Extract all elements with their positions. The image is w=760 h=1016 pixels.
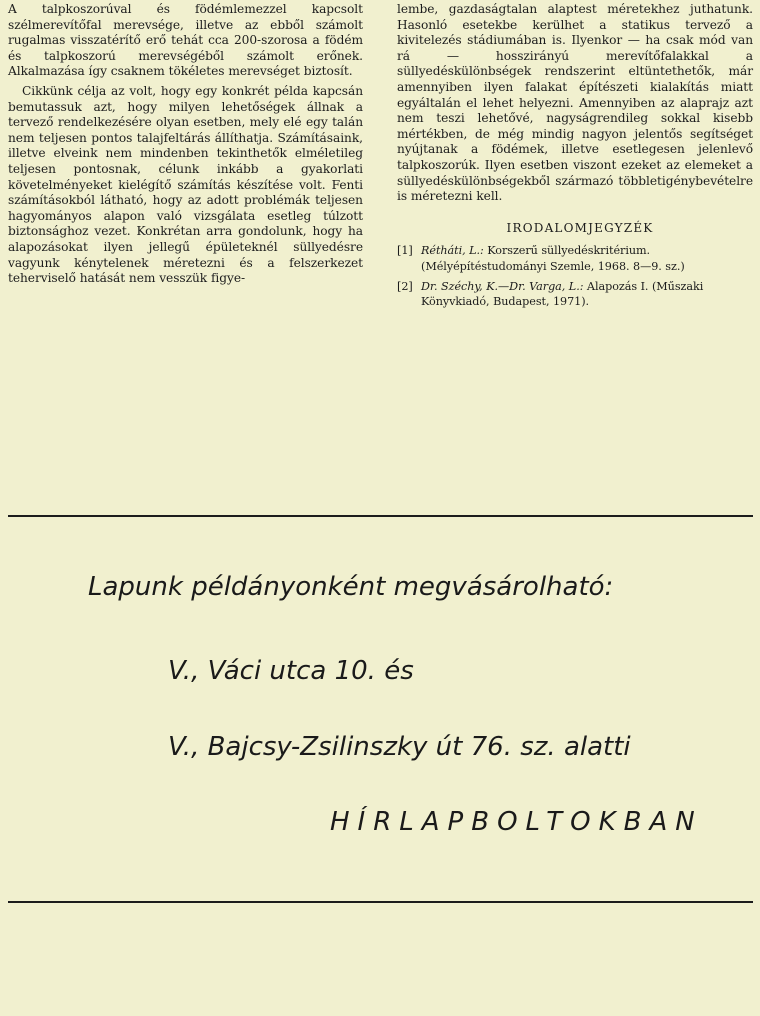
ad-shop-name: HÍRLAPBOLTOKBAN bbox=[330, 807, 703, 837]
reference-author: Réthát‌i, L.: bbox=[421, 244, 484, 258]
reference-number: [1] bbox=[397, 244, 413, 258]
divider-top bbox=[8, 515, 753, 517]
reference-text: Korszerű süllyedéskritérium. (Mélyépítéstudományi Szemle, 1968. 8—9. sz.) bbox=[421, 244, 685, 273]
body-paragraph: lembe, gazdaságtalan alaptest méretekhez juthatunk. Hasonló esetekbe kerülhet a statikus tervező a kivitelezés stádiumában is. Ilyenkor — ha csak mód van rá — hosszirányú merevítőfalakkal a süllyedéskülönbségek rendszerint eltüntethetők, már amennyiben ilyen falakat építészeti kialakítás miatt egyáltalán el lehet helyezni. Amennyiben az alaprajz azt nem teszi lehetővé, nagyságrendileg sokkal kisebb mértékben, de még mindig nagyon jelentős segítséget nyújtanak a födémek, illetve esetlegesen jelenlevő talpkoszorúk. Ilyen esetben viszont ezeket az elemeket a süllyedéskülönbségekből származó többletigénybevételre is méretezni kell. bbox=[397, 2, 753, 204]
reference-item bbox=[397, 279, 753, 309]
ad-address-2: V., Bajcsy-Zsilinszky út 76. sz. alatti bbox=[168, 732, 631, 762]
ad-address-1: V., Váci utca 10. és bbox=[168, 656, 414, 686]
reference-item bbox=[397, 243, 753, 273]
right-column bbox=[397, 2, 753, 314]
left-column bbox=[8, 2, 363, 287]
references-title: IRODALOMJEGYZÉK bbox=[506, 220, 654, 235]
body-paragraph: Cikkünk célja az volt, hogy egy konkrét példa kapcsán bemutassuk azt, hogy milyen lehetőségek állnak a tervező rendelkezésére olyan esetben, mely elé egy talán nem teljesen pontos talajfeltárás állíthatja. Számításaink, illetve elveink nem mindenben tekinthetők elméletileg teljesen pontosnak, célunk inkább a gyakorlati követelményeket kielégítő számítás készítése volt. Fenti számításokból látható, hogy az adott problémák teljesen hagyományos alapon való vizsgálata esetleg túlzott biztonsághoz vezet. Konkrétan arra gondolunk, hogy ha alapozásokat ilyen jellegű épületeknél süllyedésre vagyunk kénytelenek méretezni és a felszerkezet teherviselő hatását nem vesszük figye- bbox=[8, 83, 363, 286]
ad-headline: Lapunk példányonként megvásárolható: bbox=[88, 572, 614, 602]
reference-author: Dr. Széchy, K.—Dr. Varga, L.: bbox=[421, 279, 584, 293]
reference-number: [2] bbox=[397, 279, 413, 293]
body-paragraph: A talpkoszorúval és födémlemezzel kapcsolt szélmerevítőfal merevsége, illetve az ebből számolt rugalmas visszatérítő erő tehát cca 200-szorosa a födém és talpkoszorú merevségéből számolt erőnek. Alkalmazása így csaknem tökéletes merevséget biztosít. bbox=[8, 2, 363, 79]
reference-text: Alapozás I. (Műszaki Könyvkiadó, Budapest, 1971). bbox=[421, 279, 704, 308]
divider-bottom bbox=[8, 901, 753, 903]
